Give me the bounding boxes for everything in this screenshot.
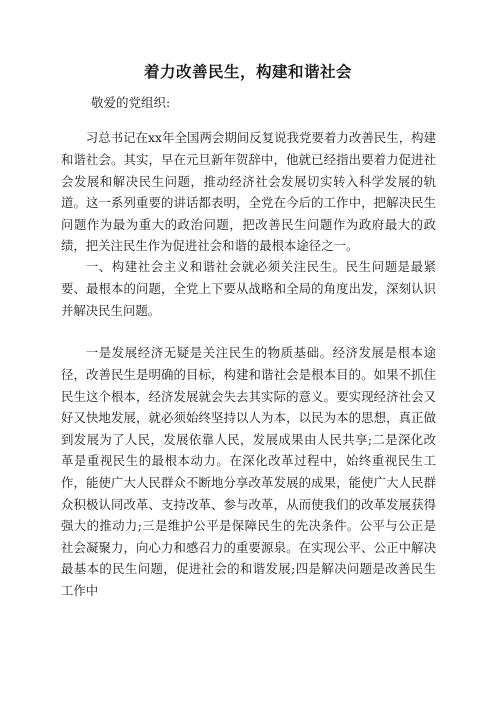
paragraph-2: 一、构建社会主义和谐社会就必须关注民生。民生问题是最紧要、最根本的问题，全党上下要从战略和全局的角度出发，深刻认识并解决民生问题。: [61, 259, 436, 318]
salutation: 敬爱的党组织:: [91, 95, 171, 110]
paragraph-3: 一是发展经济无疑是关注民生的物质基础。经济发展是根本途径，改善民生是明确的目标，构建和谐社会是根本目的。如果不抓住民生这个根本，经济发展就会失去其实际的意义。要实现经济社会又好又快地发展，就必须始终坚持以人为本，以民为本的思想，真正做到发展为了人民，发展依靠人民，发展成果由人民共享;二是深化改革是重视民生的最根本动力。在深化改革过程中，始终重视民生工作，能使广大人民群众不断地分享改革发展的成果，能使广大人民群众积极认同改革、支持改革、参与改革，从而使我们的改革发展获得强大的推动力;三是维护公平是保障民生的先决条件。公平与公正是社会凝聚力，向心力和感召力的重要源泉。在实现公平、公正中解决最基本的民生问题，促进社会的和谐发展;四是解决问题是改善民生工作中: [61, 345, 436, 598]
paragraph-1: 习总书记在xx年全国两会期间反复说我党要着力改善民生，构建和谐社会。其实，早在元旦新年贺辞中，他就已经指出要着力促进社会发展和解决民生问题，推动经济社会发展切实转入科学发展的轨道。这一系列重要的讲话都表明，全党在今后的工作中，把解决民生问题作为最为重大的政治问题，把改善民生问题作为政府最大的政绩，把关注民生作为促进社会和谐的最根本途径之一。: [61, 130, 436, 254]
document-title: 着力改善民生，构建和谐社会: [143, 62, 352, 81]
